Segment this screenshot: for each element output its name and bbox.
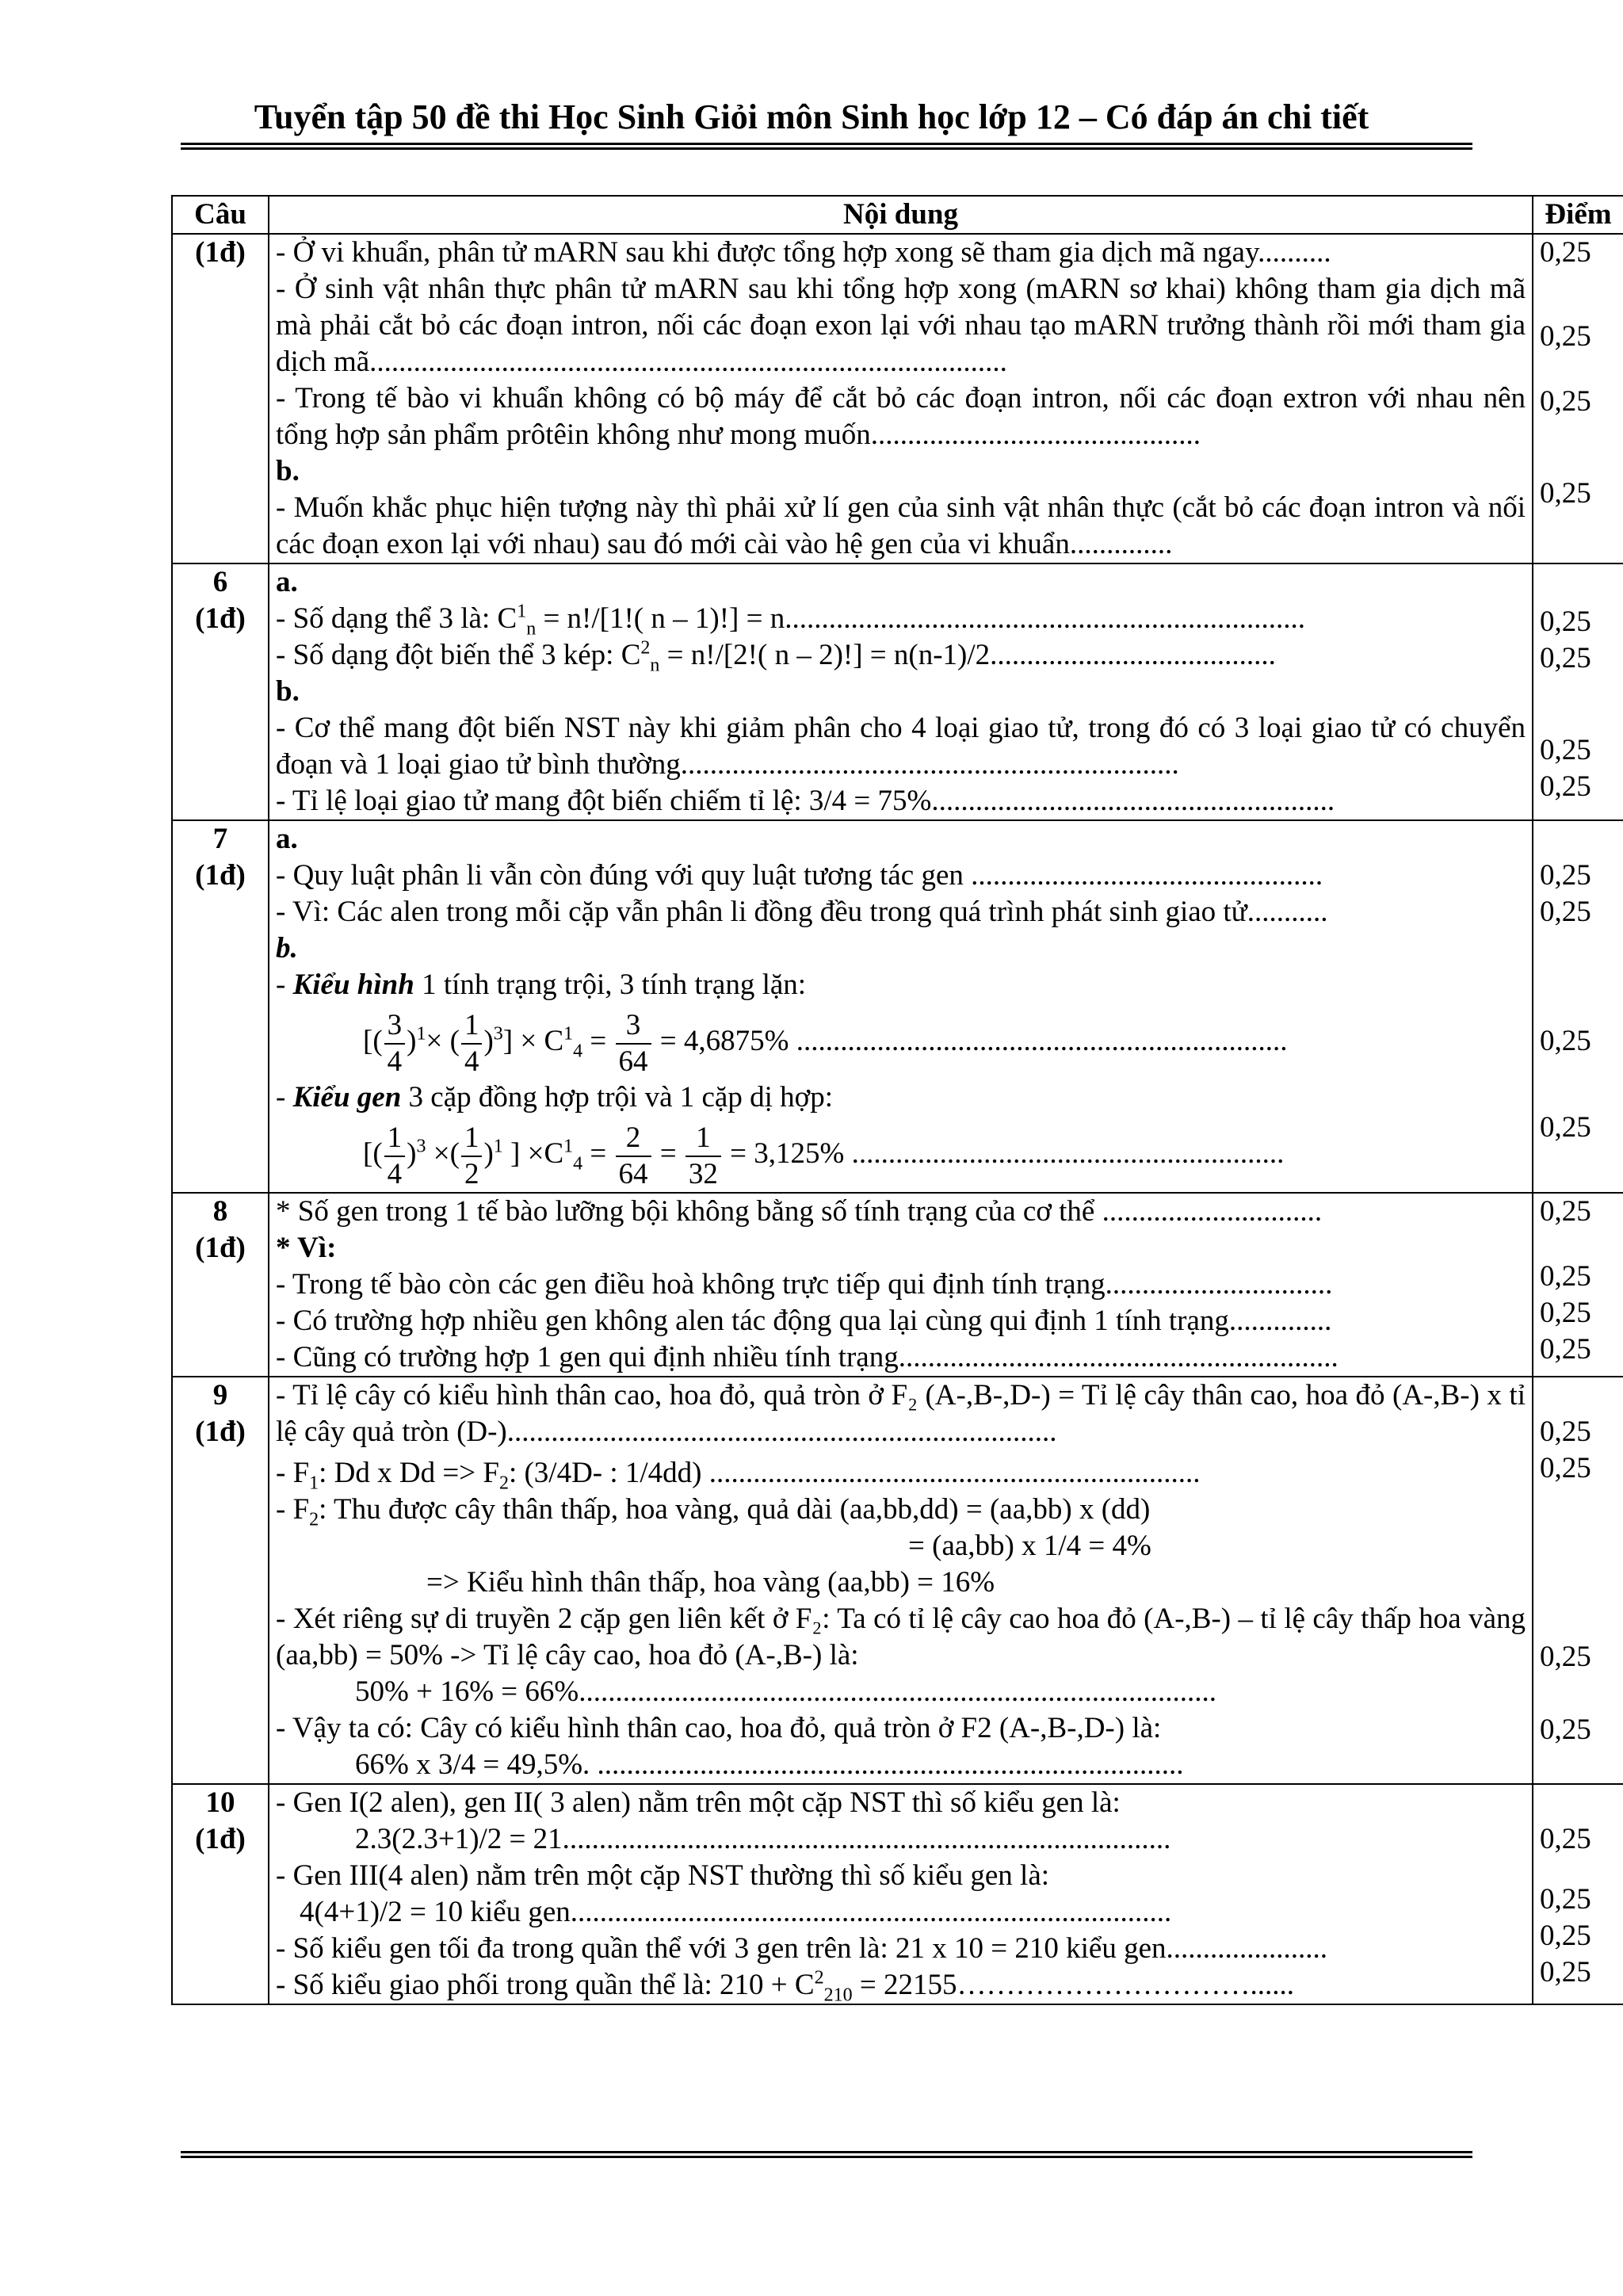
cau-label: (1đ) — [195, 1823, 246, 1855]
sup: 1 — [563, 1023, 574, 1045]
header-rule-double — [181, 147, 1472, 150]
diem-q7 — [1533, 820, 1623, 1193]
text: Kiểu hình — [292, 968, 414, 1001]
part-b-label: b. — [276, 675, 300, 708]
content-line: - Gen I(2 alen), gen II( 3 alen) nằm trên một cặp NST thì số kiểu gen là: — [276, 1786, 1121, 1819]
content-line: - Quy luật phân li vẫn còn đúng với quy luật tương tác gen ................................................ — [276, 859, 1323, 892]
content-line: - Muốn khắc phục hiện tượng này thì phải xử lí gen của sinh vật nhân thực (cắt bỏ các đoạn intron và nối các đoạn exon lại với nhau) sau đó mới cài vào hệ gen của vi khuẩn.............. — [276, 491, 1526, 560]
cau-q8 — [172, 1193, 269, 1377]
sub: 2 — [498, 1473, 509, 1492]
noi-dung-q9 — [269, 1377, 1533, 1784]
cau-label: (1đ) — [195, 859, 246, 892]
fraction — [685, 1121, 721, 1192]
part-a-label: a. — [276, 566, 298, 598]
content-line: - Trong tế bào còn các gen điều hoà không trực tiếp qui định tính trạng............................... — [276, 1268, 1333, 1301]
formula-kieu-gen: [( $\frac{1}{4}$ )$^3$ ×( $\frac{1}{2}$ )$^1$ ] $\times C^1_4$ = $\frac{2}{64}$ = $\frac{1}{32}$ = 3,125% ........................................................... — [363, 1121, 1285, 1190]
sub: 4 — [573, 1153, 583, 1175]
sub: 4 — [573, 1041, 583, 1062]
text: Kiểu gen — [292, 1081, 402, 1114]
score: 0,25 — [1540, 606, 1591, 638]
table-row-q7 — [172, 820, 1623, 1193]
table-row-q9 — [172, 1377, 1623, 1784]
fraction — [616, 1121, 651, 1192]
score: 0,25 — [1540, 1452, 1591, 1484]
content-line — [276, 1967, 1526, 2004]
cau-q7 — [172, 820, 269, 1193]
denominator: 2 — [464, 1157, 479, 1190]
table-row-q6 — [172, 563, 1623, 820]
text: - — [276, 968, 293, 1001]
text: : Dd x Dd => F — [319, 1457, 499, 1489]
numerator: 1 — [461, 1121, 483, 1157]
text: 1 tính trạng trội, 3 tính trạng lặn: — [414, 968, 807, 1001]
part-b-label: b. — [276, 932, 298, 965]
table-row-q8 — [172, 1193, 1623, 1377]
sub: n — [526, 618, 537, 637]
content-line: - Cơ thể mang đột biến NST này khi giảm phân cho 4 loại giao tử, trong đó có 3 loại giao tử có chuyển đoạn và 1 loại giao tử bình thường.................................................................... — [276, 712, 1526, 781]
score: 0,25 — [1540, 1956, 1591, 1988]
footer-rule-double — [181, 2156, 1472, 2158]
cau-number: 8 — [212, 1195, 228, 1228]
exponent: 1 — [416, 1023, 426, 1045]
score: 0,25 — [1540, 1713, 1591, 1746]
score: 0,25 — [1540, 320, 1591, 353]
content-line: - Ở vi khuẩn, phân tử mARN sau khi được tổng hợp xong sẽ tham gia dịch mã ngay.......... — [276, 236, 1331, 269]
text: = 22155…………………………...... — [852, 1969, 1294, 2001]
header-rule — [181, 143, 1472, 145]
text: : Thu được cây thân thấp, hoa vàng, quả dài (aa,bb,dd) = (aa,bb) x (dd) — [319, 1493, 1151, 1526]
numerator: 3 — [384, 1008, 406, 1045]
content-line: 2.3(2.3+1)/2 = 21................................................................................... — [355, 1823, 1171, 1855]
denominator: 64 — [618, 1157, 648, 1190]
part-a-label: a. — [276, 823, 298, 855]
noi-dung-q7 — [269, 820, 1533, 1193]
score: 0,25 — [1540, 236, 1591, 269]
content-line: - Tỉ lệ cây có kiểu hình thân cao, hoa đỏ, quả tròn ở F₂ (A-,B-,D-) = Tỉ lệ cây thân cao, hoa đỏ (A-,B-) x tỉ lệ cây quả tròn (D-)........................................................................... — [276, 1379, 1526, 1448]
score: 0,25 — [1540, 1883, 1591, 1916]
score: 0,25 — [1540, 859, 1591, 892]
content-line — [276, 601, 1526, 637]
exponent: 3 — [416, 1136, 426, 1157]
numerator: 3 — [616, 1008, 651, 1045]
denominator: 4 — [464, 1045, 479, 1078]
denominator: 4 — [387, 1157, 403, 1190]
formula-kieu-hinh: [( $\frac{3}{4}$ )$^1$× ( $\frac{1}{4}$ )$^3] \times C^1_4$ = $\frac{3}{64}$ = 4,6875% ................................................................... — [363, 1008, 1288, 1078]
content-line: 4(4+1)/2 = 10 kiểu gen.................................................................................. — [300, 1896, 1172, 1928]
header-noi-dung: Nội dung — [269, 196, 1533, 234]
content-line: - Tỉ lệ loại giao tử mang đột biến chiếm tỉ lệ: 3/4 = 75%....................................................... — [276, 785, 1335, 817]
diem-q9 — [1533, 1377, 1623, 1784]
diem-q6 — [1533, 563, 1623, 820]
score: 0,25 — [1540, 896, 1591, 928]
score: 0,25 — [1540, 385, 1591, 418]
cau-label: (1đ) — [195, 236, 246, 269]
content-line: 66% x 3/4 = 49,5%. ................................................................................ — [355, 1748, 1184, 1781]
fraction — [616, 1008, 651, 1079]
sub: 2 — [309, 1509, 319, 1528]
text: - Số dạng thể 3 là: C — [276, 602, 517, 635]
score: 0,25 — [1540, 1415, 1591, 1448]
text: 3 cặp đồng hợp trội và 1 cặp dị hợp: — [401, 1081, 833, 1114]
content-line: - Gen III(4 alen) nằm trên một cặp NST thường thì số kiểu gen là: — [276, 1859, 1050, 1892]
exponent: 1 — [493, 1136, 503, 1157]
sub: 1 — [309, 1473, 319, 1492]
noi-dung-q10 — [269, 1784, 1533, 2004]
score: 0,25 — [1540, 1195, 1591, 1228]
content-line: - Vì: Các alen trong mỗi cặp vẫn phân li đồng đều trong quá trình phát sinh giao tử........... — [276, 896, 1328, 928]
answer-table — [171, 195, 1623, 2005]
exponent: 3 — [493, 1023, 503, 1045]
content-line — [276, 967, 1526, 1003]
denominator: 64 — [618, 1045, 648, 1078]
denominator: 4 — [387, 1045, 403, 1078]
content-line: => Kiểu hình thân thấp, hoa vàng (aa,bb) = 16% — [426, 1566, 995, 1599]
result: = 3,125% ........................................................... — [722, 1137, 1285, 1170]
diem-q8 — [1533, 1193, 1623, 1377]
cau-number: 9 — [212, 1379, 228, 1412]
header-diem: Điểm — [1533, 196, 1623, 234]
content-line — [276, 1455, 1526, 1492]
cau-label: (1đ) — [195, 1232, 246, 1264]
score: 0,25 — [1540, 770, 1591, 803]
cau-q10 — [172, 1784, 269, 2004]
content-line: - Vậy ta có: Cây có kiểu hình thân cao, hoa đỏ, quả tròn ở F2 (A-,B-,D-) là: — [276, 1712, 1162, 1744]
text: - F — [276, 1493, 310, 1526]
score: 0,25 — [1540, 642, 1591, 674]
cau-q6 — [172, 563, 269, 820]
header-cau: Câu — [172, 196, 269, 234]
score: 0,25 — [1540, 1111, 1591, 1144]
text: - Số dạng đột biến thể 3 kép: C — [276, 639, 641, 671]
numerator: 1 — [384, 1121, 406, 1157]
text: = n!/[1!( n – 1)!] = n....................................................................... — [536, 602, 1305, 635]
score: 0,25 — [1540, 1297, 1591, 1329]
score: 0,25 — [1540, 1025, 1591, 1057]
cau-number: 10 — [205, 1786, 235, 1819]
denominator: 32 — [688, 1157, 718, 1190]
fraction — [384, 1121, 406, 1192]
score: 0,25 — [1540, 477, 1591, 510]
content-line: - Cũng có trường hợp 1 gen qui định nhiều tính trạng............................................................ — [276, 1341, 1338, 1373]
numerator: 1 — [685, 1121, 721, 1157]
content-line: 50% + 16% = 66%....................................................................................... — [355, 1675, 1216, 1708]
text: - F — [276, 1457, 310, 1489]
numerator: 2 — [616, 1121, 651, 1157]
content-line — [276, 637, 1526, 674]
score: 0,25 — [1540, 1333, 1591, 1366]
sub: 210 — [823, 1985, 853, 2004]
sup: 2 — [814, 1967, 824, 1988]
content-line: - Trong tế bào vi khuẩn không có bộ máy để cắt bỏ các đoạn intron, nối các đoạn extron với nhau nên tổng hợp sản phẩm prôtêin không như mong muốn............................................. — [276, 382, 1526, 451]
text: - — [276, 1081, 293, 1114]
score: 0,25 — [1540, 734, 1591, 766]
content-line: * Số gen trong 1 tế bào lưỡng bội không bằng số tính trạng của cơ thể .............................. — [276, 1195, 1323, 1228]
content-line: * Vì: — [276, 1232, 337, 1264]
result: = 4,6875% ................................................................... — [652, 1025, 1288, 1057]
diem-q5 — [1533, 234, 1623, 563]
content-line: - Xét riêng sự di truyền 2 cặp gen liên kết ở F₂: Ta có tỉ lệ cây cao hoa đỏ (A-,B-) – tỉ lệ cây thấp hoa vàng (aa,bb) = 50% -> Tỉ lệ cây cao, hoa đỏ (A-,B-) là: — [276, 1603, 1526, 1671]
content-line: - Có trường hợp nhiều gen không alen tác động qua lại cùng qui định 1 tính trạng.............. — [276, 1305, 1332, 1337]
sup: 1 — [517, 601, 527, 622]
noi-dung-q5 — [269, 234, 1533, 563]
table-header-row — [172, 196, 1623, 234]
fraction — [461, 1121, 483, 1192]
fraction — [384, 1008, 406, 1079]
cau-q9 — [172, 1377, 269, 1784]
footer-rule — [181, 2151, 1472, 2153]
cau-number: 6 — [212, 566, 228, 598]
cau-number: 7 — [212, 823, 228, 855]
score: 0,25 — [1540, 1641, 1591, 1673]
table-row-q10 — [172, 1784, 1623, 2004]
content-line — [276, 1079, 1526, 1116]
cau-label: (1đ) — [195, 602, 246, 635]
content-line: - Số kiểu gen tối đa trong quần thể với 3 gen trên là: 21 x 10 = 210 kiểu gen...................... — [276, 1932, 1327, 1965]
numerator: 1 — [461, 1008, 483, 1045]
noi-dung-q6 — [269, 563, 1533, 820]
diem-q10 — [1533, 1784, 1623, 2004]
text: : (3/4D- : 1/4dd) ................................................................... — [508, 1457, 1201, 1489]
noi-dung-q8 — [269, 1193, 1533, 1377]
score: 0,25 — [1540, 1823, 1591, 1855]
table-row-q5 — [172, 234, 1623, 563]
cau-label: (1đ) — [195, 1415, 246, 1448]
content-line: b. — [276, 455, 300, 487]
content-line — [276, 1492, 1526, 1528]
sup: 2 — [640, 637, 651, 659]
page-header-title: Tuyển tập 50 đề thi Học Sinh Giỏi môn Sinh học lớp 12 – Có đáp án chi tiết — [254, 97, 1369, 136]
cau-q5 — [172, 234, 269, 563]
content-line: = (aa,bb) x 1/4 = 4% — [908, 1530, 1151, 1562]
text: - Số kiểu giao phối trong quần thể là: 210 + C — [276, 1969, 815, 2001]
sup: 1 — [563, 1136, 574, 1157]
score: 0,25 — [1540, 1920, 1591, 1952]
sub: n — [650, 655, 660, 674]
content-line: - Ở sinh vật nhân thực phân tử mARN sau khi tổng hợp xong (mARN sơ khai) không tham gia dịch mã mà phải cắt bỏ các đoạn intron, nối các đoạn exon lại với nhau tạo mARN trưởng thành rồi mới tham gia dịch mã....................................................................................... — [276, 273, 1526, 378]
score: 0,25 — [1540, 1260, 1591, 1293]
fraction — [461, 1008, 483, 1079]
text: = n!/[2!( n – 2)!] = n(n-1)/2....................................... — [659, 639, 1276, 671]
